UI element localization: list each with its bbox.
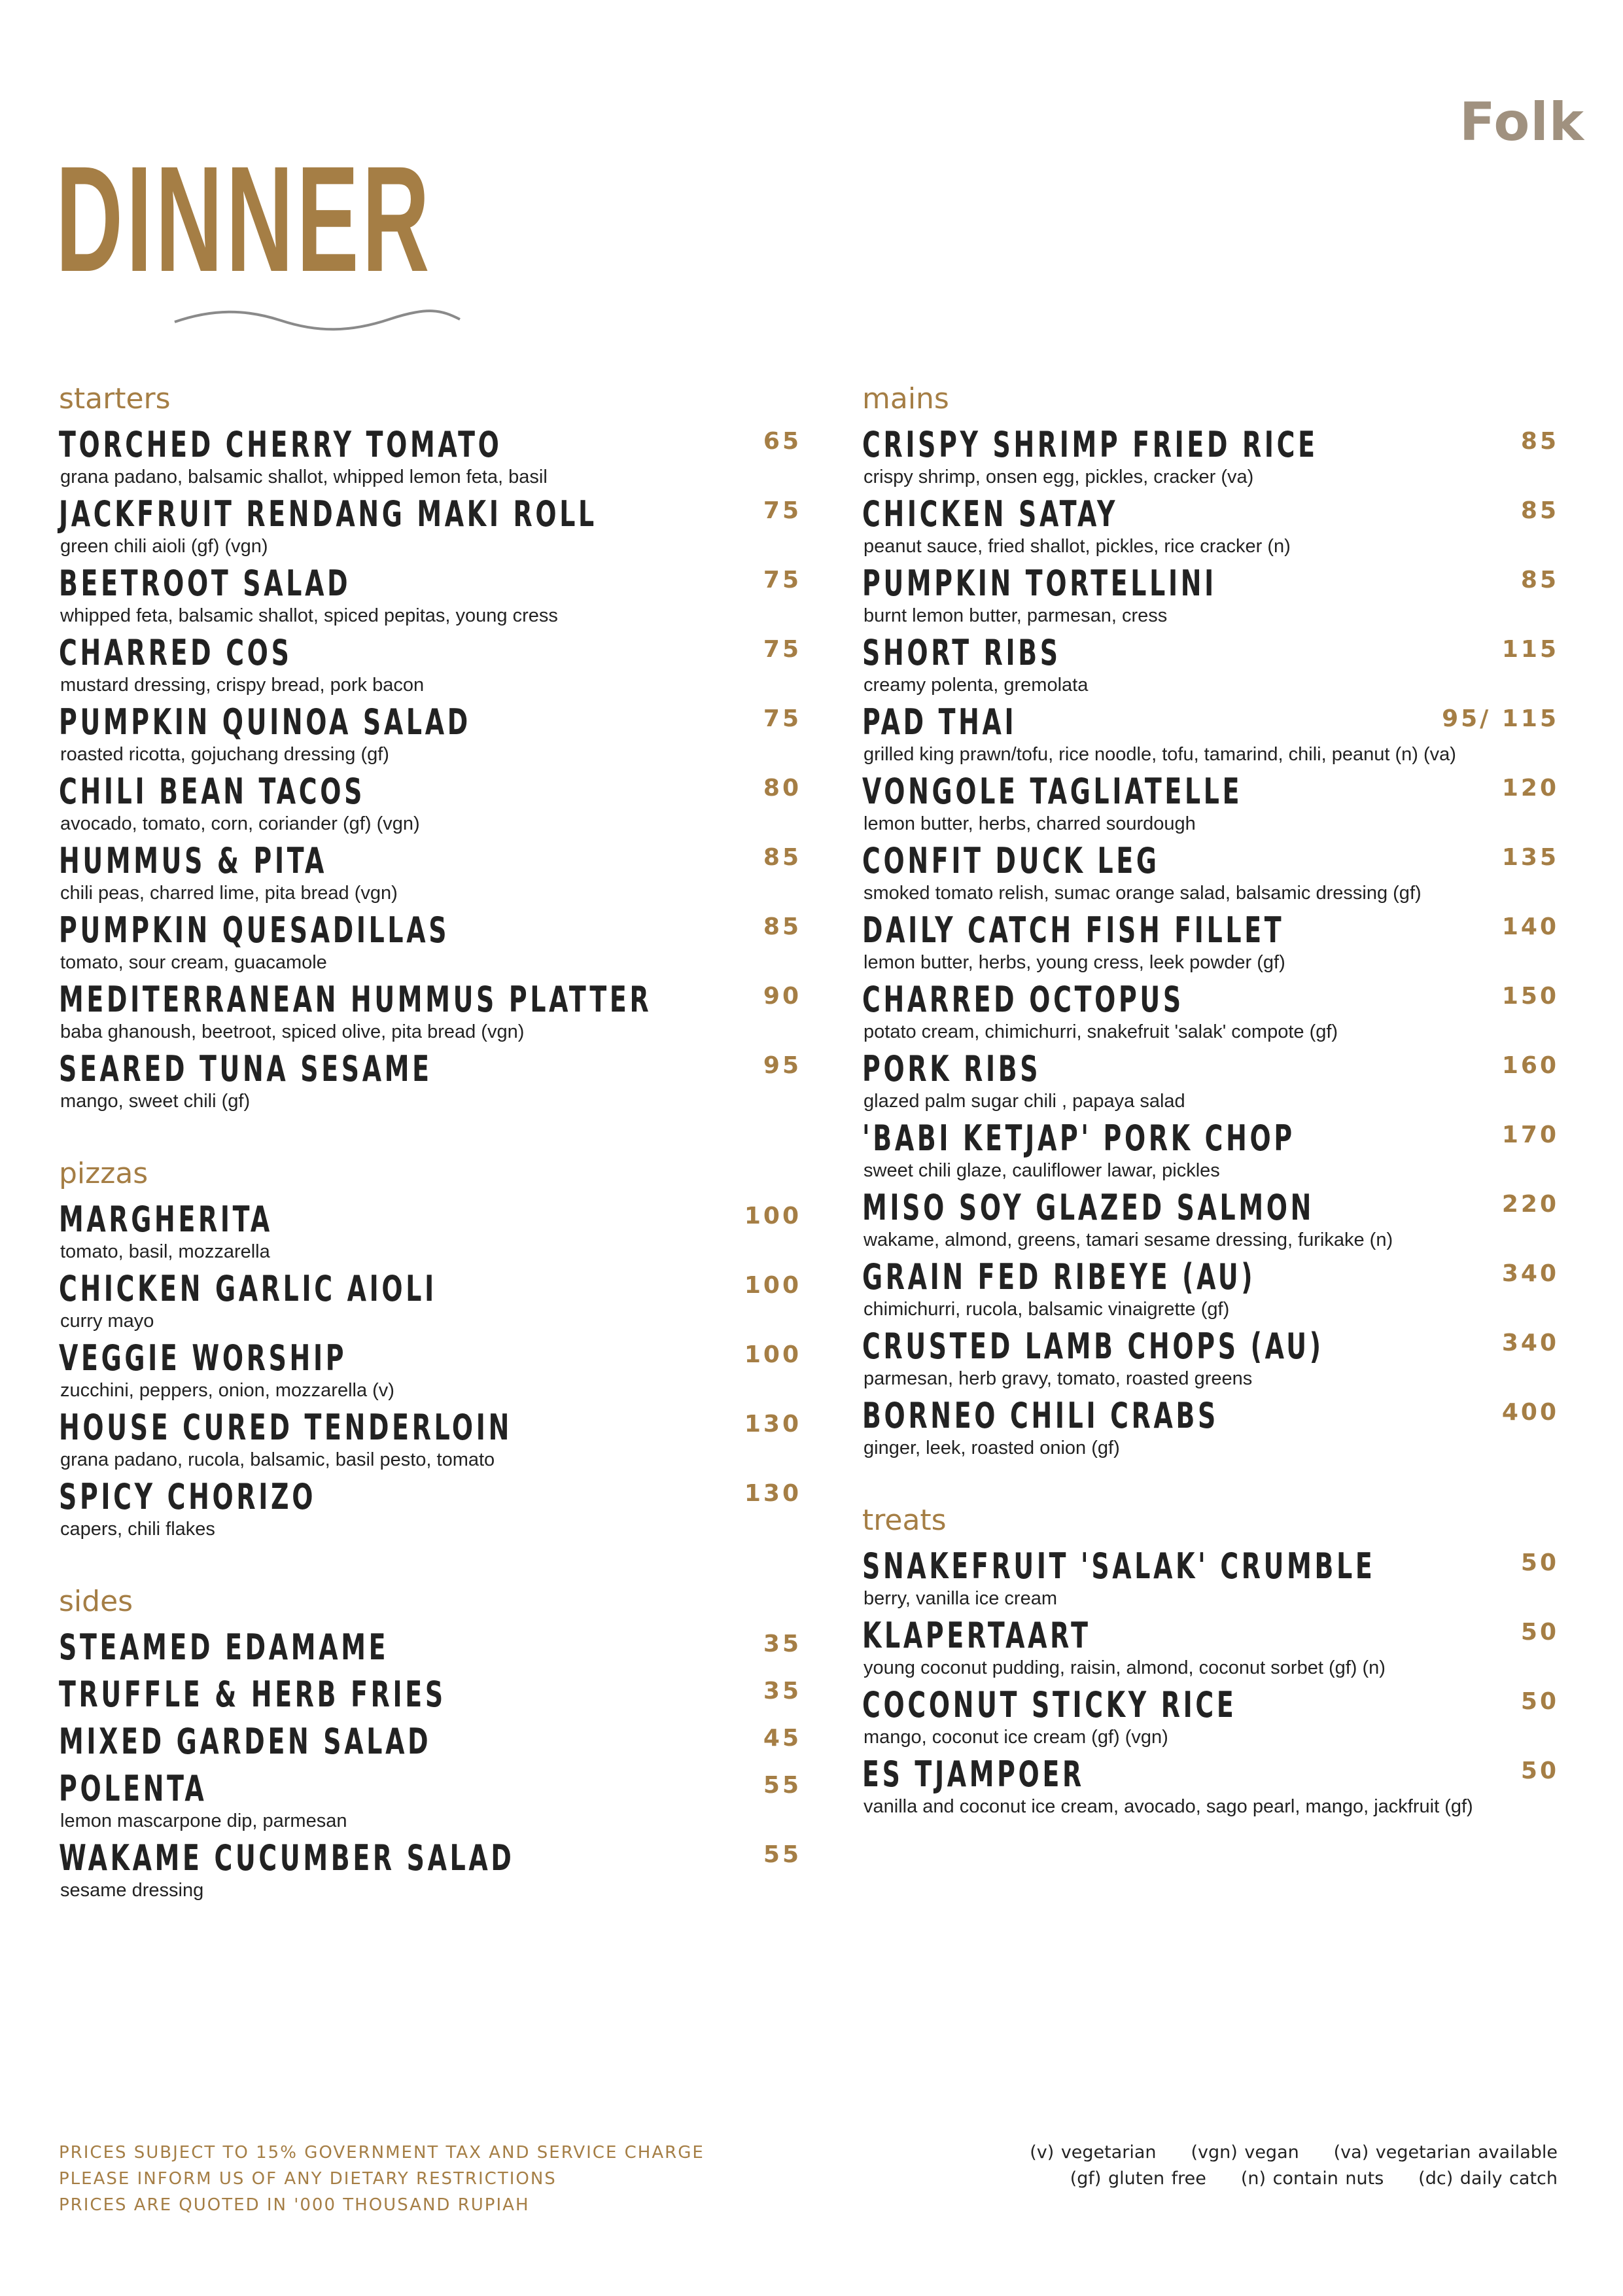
section-treats — [862, 1501, 1565, 1822]
menu-item-name: TORCHED CHERRY TOMATO — [59, 424, 502, 465]
menu-item-price: 100 — [744, 1341, 801, 1368]
section-title: starters — [59, 382, 171, 415]
menu-item-name: CRUSTED LAMB CHOPS (AU) — [862, 1326, 1324, 1367]
legend-line: (gf) gluten free (n) contain nuts (dc) daily catch — [1070, 2168, 1558, 2189]
menu-item — [862, 1255, 1565, 1324]
menu-item-description: avocado, tomato, corn, coriander (gf) (vgn) — [60, 813, 420, 834]
menu-item-name: HOUSE CURED TENDERLOIN — [59, 1407, 512, 1448]
menu-item-description: burnt lemon butter, parmesan, cress — [864, 605, 1168, 626]
section-title: treats — [862, 1504, 947, 1537]
menu-item-price: 55 — [763, 1841, 801, 1868]
menu-item-price: 340 — [1501, 1330, 1559, 1356]
menu-item-price: 135 — [1501, 844, 1559, 871]
menu-item — [862, 978, 1565, 1047]
menu-item-price: 130 — [744, 1411, 801, 1438]
menu-item-description: peanut sauce, fried shallot, pickles, rice cracker (n) — [864, 536, 1291, 557]
menu-item — [59, 631, 808, 700]
menu-item — [862, 1544, 1565, 1614]
legend-line: (v) vegetarian (vgn) vegan (va) vegetarian available — [1030, 2142, 1558, 2163]
menu-item-description: whipped feta, balsamic shallot, spiced pepitas, young cress — [60, 605, 558, 626]
menu-item-name: MEDITERRANEAN HUMMUS PLATTER — [59, 979, 652, 1020]
menu-item — [862, 1752, 1565, 1822]
menu-item-price: 120 — [1501, 775, 1559, 802]
menu-item-price: 85 — [763, 844, 801, 871]
section-title: mains — [862, 382, 949, 415]
menu-item-name: BEETROOT SALAD — [59, 563, 351, 604]
menu-item-description: ginger, leek, roasted onion (gf) — [864, 1438, 1120, 1458]
wave-divider — [173, 308, 461, 334]
menu-item — [59, 1405, 808, 1475]
footer-notes — [59, 2140, 705, 2218]
menu-item — [59, 839, 808, 908]
footer-note: PRICES SUBJECT TO 15% GOVERNMENT TAX AND SERVICE CHARGE — [59, 2143, 705, 2163]
menu-item-price: 75 — [763, 497, 801, 524]
menu-item-description: lemon mascarpone dip, parmesan — [60, 1810, 347, 1831]
menu-item — [862, 1394, 1565, 1463]
menu-item-name: PUMPKIN QUINOA SALAD — [59, 701, 471, 743]
menu-item-price: 75 — [763, 705, 801, 732]
menu-item-description: sweet chili glaze, cauliflower lawar, pickles — [864, 1160, 1220, 1181]
menu-item-description: tomato, basil, mozzarella — [60, 1241, 270, 1262]
menu-item-name: SNAKEFRUIT 'SALAK' CRUMBLE — [862, 1545, 1376, 1587]
menu-item-name: JACKFRUIT RENDANG MAKI ROLL — [59, 493, 597, 535]
dietary-legend — [1030, 2140, 1558, 2192]
menu-item — [59, 1197, 808, 1267]
menu-item-name: SPICY CHORIZO — [59, 1476, 317, 1517]
menu-item-name: VONGOLE TAGLIATELLE — [862, 771, 1243, 812]
menu-item — [59, 1672, 808, 1720]
menu-item-name: BORNEO CHILI CRABS — [862, 1395, 1219, 1436]
menu-item-price: 100 — [744, 1272, 801, 1299]
menu-item-name: POLENTA — [59, 1768, 207, 1809]
menu-item — [59, 978, 808, 1047]
menu-item-name: HUMMUS & PITA — [59, 840, 327, 881]
menu-item-name: DAILY CATCH FISH FILLET — [862, 910, 1285, 951]
menu-item — [862, 631, 1565, 700]
menu-item — [59, 492, 808, 561]
menu-item-description: vanilla and coconut ice cream, avocado, sago pearl, mango, jackfruit (gf) — [864, 1796, 1473, 1817]
menu-item-description: young coconut pudding, raisin, almond, coconut sorbet (gf) (n) — [864, 1657, 1386, 1678]
menu-item-price: 100 — [744, 1203, 801, 1229]
menu-item-description: berry, vanilla ice cream — [864, 1588, 1058, 1609]
menu-item-description: parmesan, herb gravy, tomato, roasted greens — [864, 1368, 1253, 1389]
menu-item-description: glazed palm sugar chili , papaya salad — [864, 1091, 1185, 1112]
menu-item-name: MIXED GARDEN SALAD — [59, 1721, 432, 1762]
footer-note: PRICES ARE QUOTED IN '000 THOUSAND RUPIAH — [59, 2195, 530, 2215]
menu-item-name: PUMPKIN QUESADILLAS — [59, 910, 450, 951]
menu-item-price: 400 — [1501, 1399, 1559, 1426]
menu-item-description: potato cream, chimichurri, snakefruit 'salak' compote (gf) — [864, 1021, 1338, 1042]
menu-item-name: SHORT RIBS — [862, 632, 1061, 673]
menu-item — [862, 700, 1565, 769]
menu-item-description: lemon butter, herbs, charred sourdough — [864, 813, 1196, 834]
menu-item — [59, 1720, 808, 1767]
menu-item — [59, 1047, 808, 1116]
menu-item-price: 130 — [744, 1480, 801, 1507]
menu-item-description: wakame, almond, greens, tamari sesame dressing, furikake (n) — [864, 1229, 1393, 1250]
menu-item-name: GRAIN FED RIBEYE (AU) — [862, 1256, 1256, 1298]
menu-item — [862, 1683, 1565, 1752]
menu-item-price: 50 — [1520, 1757, 1559, 1784]
menu-item-price: 150 — [1501, 983, 1559, 1010]
menu-item — [59, 700, 808, 769]
section-title: sides — [59, 1585, 133, 1618]
menu-item-name: PUMPKIN TORTELLINI — [862, 563, 1217, 604]
menu-item-price: 170 — [1501, 1122, 1559, 1148]
menu-item — [59, 1767, 808, 1836]
menu-item-name: PAD THAI — [862, 701, 1017, 743]
menu-item-description: roasted ricotta, gojuchang dressing (gf) — [60, 744, 389, 765]
menu-item-name: MISO SOY GLAZED SALMON — [862, 1187, 1315, 1228]
menu-item — [59, 1267, 808, 1336]
menu-item-name: MARGHERITA — [59, 1199, 273, 1240]
menu-item-name: WAKAME CUCUMBER SALAD — [59, 1837, 515, 1879]
menu-item-description: creamy polenta, gremolata — [864, 675, 1089, 696]
menu-item-name: CONFIT DUCK LEG — [862, 840, 1160, 881]
section-mains — [862, 380, 1565, 1463]
menu-item-price: 140 — [1501, 913, 1559, 940]
section-title: pizzas — [59, 1157, 148, 1190]
menu-item-price: 50 — [1520, 1549, 1559, 1576]
left-column — [59, 380, 808, 1943]
menu-item-description: grana padano, rucola, balsamic, basil pesto, tomato — [60, 1449, 495, 1470]
menu-item — [862, 492, 1565, 561]
menu-item-price: 85 — [763, 913, 801, 940]
menu-item-description: tomato, sour cream, guacamole — [60, 952, 327, 973]
menu-item-price: 220 — [1501, 1191, 1559, 1218]
menu-item-description: zucchini, peppers, onion, mozzarella (v) — [60, 1380, 394, 1401]
menu-item-price: 50 — [1520, 1688, 1559, 1715]
menu-item — [862, 1324, 1565, 1394]
section-sides — [59, 1582, 808, 1905]
menu-item-description: grilled king prawn/tofu, rice noodle, tofu, tamarind, chili, peanut (n) (va) — [864, 744, 1456, 765]
menu-item-name: CHICKEN GARLIC AIOLI — [59, 1268, 437, 1309]
menu-item-price: 65 — [763, 428, 801, 455]
menu-item-description: smoked tomato relish, sumac orange salad, balsamic dressing (gf) — [864, 883, 1422, 904]
menu-item-price: 115 — [1501, 636, 1559, 663]
menu-item-price: 160 — [1501, 1052, 1559, 1079]
menu-item-name: CHILI BEAN TACOS — [59, 771, 366, 812]
menu-item-price: 95 — [763, 1052, 801, 1079]
menu-item — [59, 1475, 808, 1544]
menu-item-name: STEAMED EDAMAME — [59, 1627, 389, 1668]
menu-item-name: CRISPY SHRIMP FRIED RICE — [862, 424, 1318, 465]
folk-logo: Folk — [1459, 92, 1584, 152]
menu-item-description: chili peas, charred lime, pita bread (vgn) — [60, 883, 398, 904]
menu-item-description: mango, coconut ice cream (gf) (vgn) — [864, 1727, 1168, 1748]
menu-item-price: 85 — [1520, 428, 1559, 455]
menu-item — [59, 1836, 808, 1905]
menu-item — [862, 839, 1565, 908]
menu-item-name: 'BABI KETJAP' PORK CHOP — [862, 1118, 1295, 1159]
menu-item-price: 35 — [763, 1631, 801, 1657]
menu-item-description: chimichurri, rucola, balsamic vinaigrette (gf) — [864, 1299, 1230, 1320]
menu-item — [59, 769, 808, 839]
menu-item-name: CHICKEN SATAY — [862, 493, 1119, 535]
menu-item-name: COCONUT STICKY RICE — [862, 1684, 1237, 1725]
menu-item — [862, 1047, 1565, 1116]
menu-item — [862, 423, 1565, 492]
menu-item-price: 80 — [763, 775, 801, 802]
menu-item-price: 35 — [763, 1678, 801, 1704]
menu-item-name: PORK RIBS — [862, 1048, 1041, 1089]
menu-item-price: 85 — [1520, 567, 1559, 593]
menu-item-name: CHARRED COS — [59, 632, 292, 673]
menu-item — [59, 561, 808, 631]
menu-item — [59, 908, 808, 978]
section-pizzas — [59, 1154, 808, 1544]
menu-item-name: SEARED TUNA SESAME — [59, 1048, 432, 1089]
page-title: DINNER — [56, 135, 433, 303]
menu-item-description: mango, sweet chili (gf) — [60, 1091, 251, 1112]
menu-item-price: 55 — [763, 1772, 801, 1799]
footer-note: PLEASE INFORM US OF ANY DIETARY RESTRICTIONS — [59, 2169, 557, 2189]
menu-item — [862, 561, 1565, 631]
menu-item-description: mustard dressing, crispy bread, pork bacon — [60, 675, 425, 696]
menu-item-name: KLAPERTAART — [862, 1615, 1091, 1656]
menu-item — [59, 423, 808, 492]
menu-item-description: curry mayo — [60, 1311, 154, 1332]
menu-item-price: 50 — [1520, 1619, 1559, 1646]
menu-item-name: VEGGIE WORSHIP — [59, 1337, 347, 1379]
menu-item — [862, 1186, 1565, 1255]
menu-item-description: lemon butter, herbs, young cress, leek powder (gf) — [864, 952, 1285, 973]
menu-item-price: 75 — [763, 636, 801, 663]
menu-item-price: 340 — [1501, 1260, 1559, 1287]
menu-item-price: 75 — [763, 567, 801, 593]
menu-item-description: capers, chili flakes — [60, 1519, 215, 1540]
menu-item — [59, 1336, 808, 1405]
menu-item-name: CHARRED OCTOPUS — [862, 979, 1184, 1020]
menu-item-price: 45 — [763, 1725, 801, 1752]
right-column — [862, 380, 1565, 1860]
section-starters — [59, 380, 808, 1116]
menu-item-price: 95/ 115 — [1442, 705, 1559, 732]
menu-item-name: TRUFFLE & HERB FRIES — [59, 1674, 446, 1715]
menu-item — [862, 908, 1565, 978]
menu-item-description: crispy shrimp, onsen egg, pickles, cracker (va) — [864, 467, 1254, 487]
menu-item-price: 85 — [1520, 497, 1559, 524]
menu-item-name: ES TJAMPOER — [862, 1754, 1085, 1795]
menu-item — [862, 1116, 1565, 1186]
menu-item-description: green chili aioli (gf) (vgn) — [60, 536, 268, 557]
menu-item-price: 90 — [763, 983, 801, 1010]
menu-item-description: grana padano, balsamic shallot, whipped lemon feta, basil — [60, 467, 548, 487]
menu-item-description: baba ghanoush, beetroot, spiced olive, pita bread (vgn) — [60, 1021, 525, 1042]
menu-item — [862, 769, 1565, 839]
menu-item — [59, 1625, 808, 1672]
menu-item-description: sesame dressing — [60, 1880, 204, 1901]
menu-item — [862, 1614, 1565, 1683]
